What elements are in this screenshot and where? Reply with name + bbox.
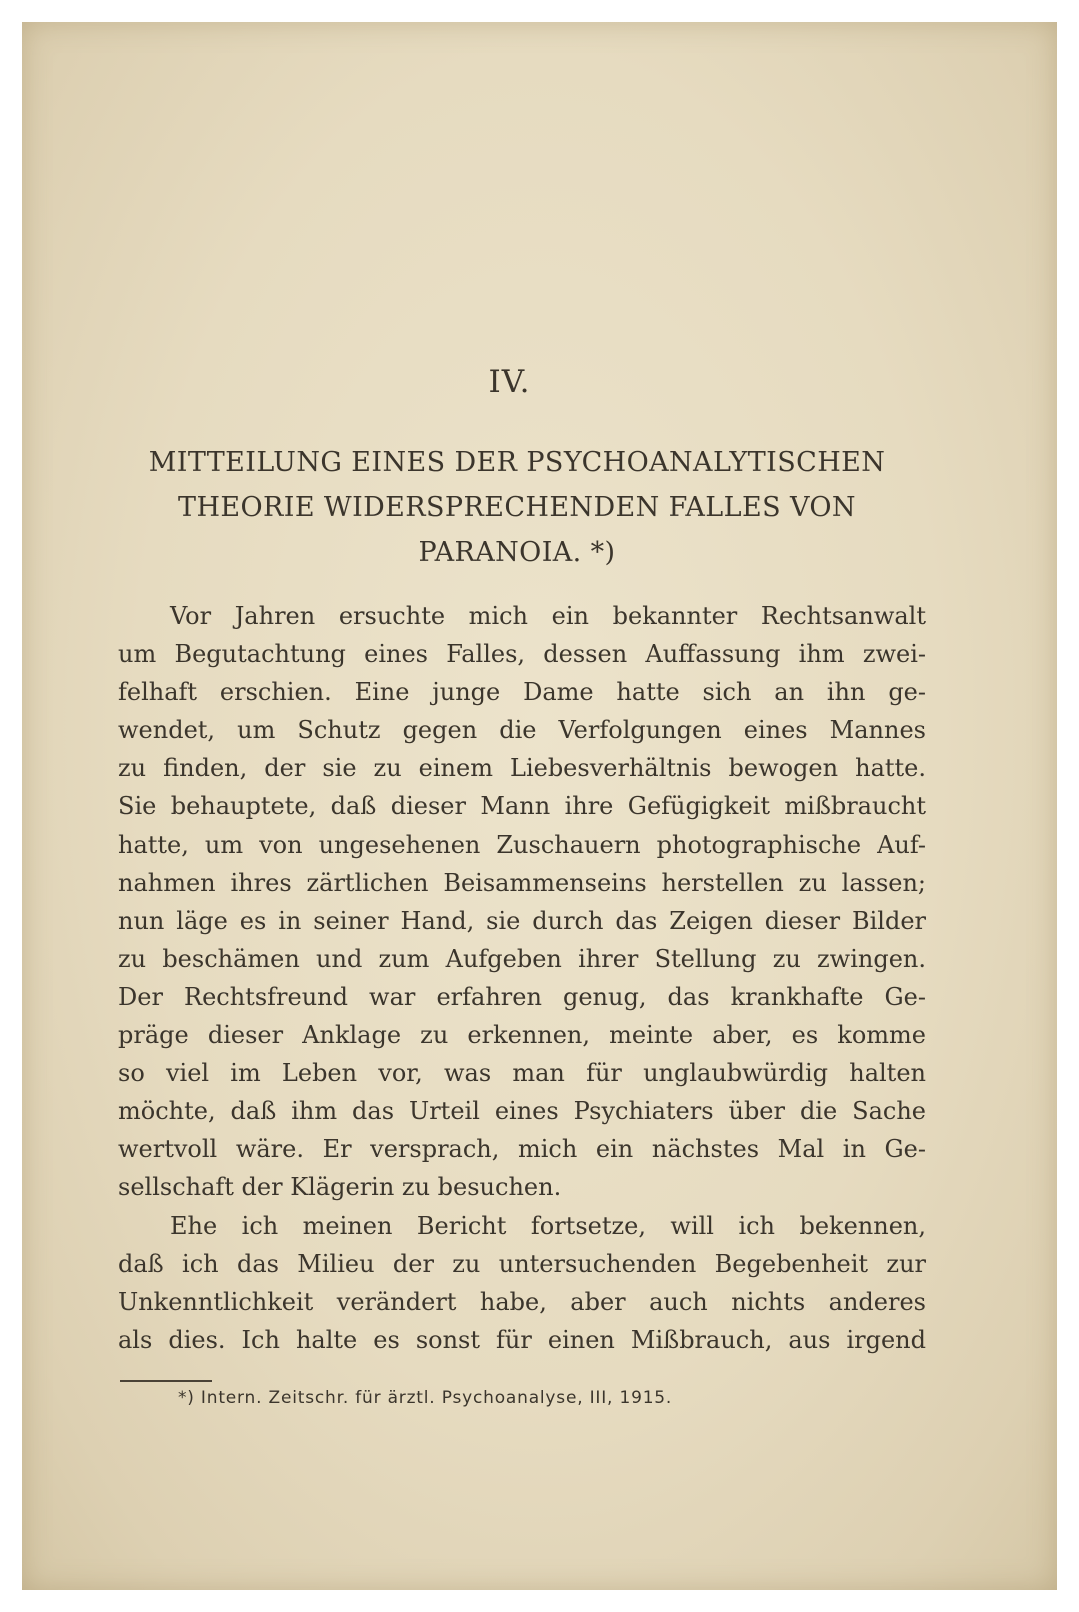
body-line: zu beschämen und zum Aufgeben ihrer Stellung zu zwingen. xyxy=(118,944,926,973)
title-line: THEORIE WIDERSPRECHENDEN FALLES VON xyxy=(178,492,856,523)
body-line: zu finden, der sie zu einem Liebesverhältnis bewogen hatte. xyxy=(118,754,926,783)
body-line: Der Rechtsfreund war erfahren genug, das krankhafte Ge- xyxy=(118,982,926,1011)
footnote: *) Intern. Zeitschr. für ärztl. Psychoanalyse, III, 1915. xyxy=(178,1388,673,1408)
chapter-number: IV. xyxy=(488,364,531,400)
title-line: MITTEILUNG EINES DER PSYCHOANALYTISCHEN xyxy=(148,447,886,478)
body-line: Vor Jahren ersuchte mich ein bekannter Rechtsanwalt xyxy=(170,602,926,630)
book-page xyxy=(22,22,1057,1590)
title-line: PARANOIA. *) xyxy=(418,537,616,568)
body-line: nun läge es in seiner Hand, sie durch das Zeigen dieser Bilder xyxy=(118,906,926,935)
body-line: präge dieser Anklage zu erkennen, meinte aber, es komme xyxy=(118,1021,926,1050)
body-line: als dies. Ich halte es sonst für einen Mißbrauch, aus irgend xyxy=(118,1325,926,1354)
body-line: daß ich das Milieu der zu untersuchenden Begebenheit zur xyxy=(118,1249,926,1278)
body-line: Sie behauptete, daß dieser Mann ihre Gefügigkeit mißbraucht xyxy=(118,792,926,821)
footnote-rule xyxy=(120,1380,212,1382)
body-line: möchte, daß ihm das Urteil eines Psychiaters über die Sache xyxy=(118,1097,926,1126)
body-line: Ehe ich meinen Bericht fortsetze, will ich bekennen, xyxy=(170,1211,926,1240)
body-line: felhaft erschien. Eine junge Dame hatte sich an ihn ge- xyxy=(118,678,926,707)
body-line: wertvoll wäre. Er versprach, mich ein nächstes Mal in Ge- xyxy=(118,1135,926,1164)
body-line: so viel im Leben vor, was man für unglaubwürdig halten xyxy=(118,1059,926,1088)
body-text xyxy=(118,597,926,1359)
body-line: sellschaft der Klägerin zu besuchen. xyxy=(118,1173,562,1202)
body-line: Unkenntlichkeit verändert habe, aber auch nichts anderes xyxy=(118,1287,926,1316)
body-line: wendet, um Schutz gegen die Verfolgungen eines Mannes xyxy=(118,716,926,745)
body-line: hatte, um von ungesehenen Zuschauern photographische Auf- xyxy=(118,830,926,859)
body-line: nahmen ihres zärtlichen Beisammenseins herstellen zu lassen; xyxy=(118,868,926,897)
chapter-title xyxy=(102,440,932,575)
body-line: um Begutachtung eines Falles, dessen Auffassung ihm zwei- xyxy=(118,640,926,669)
